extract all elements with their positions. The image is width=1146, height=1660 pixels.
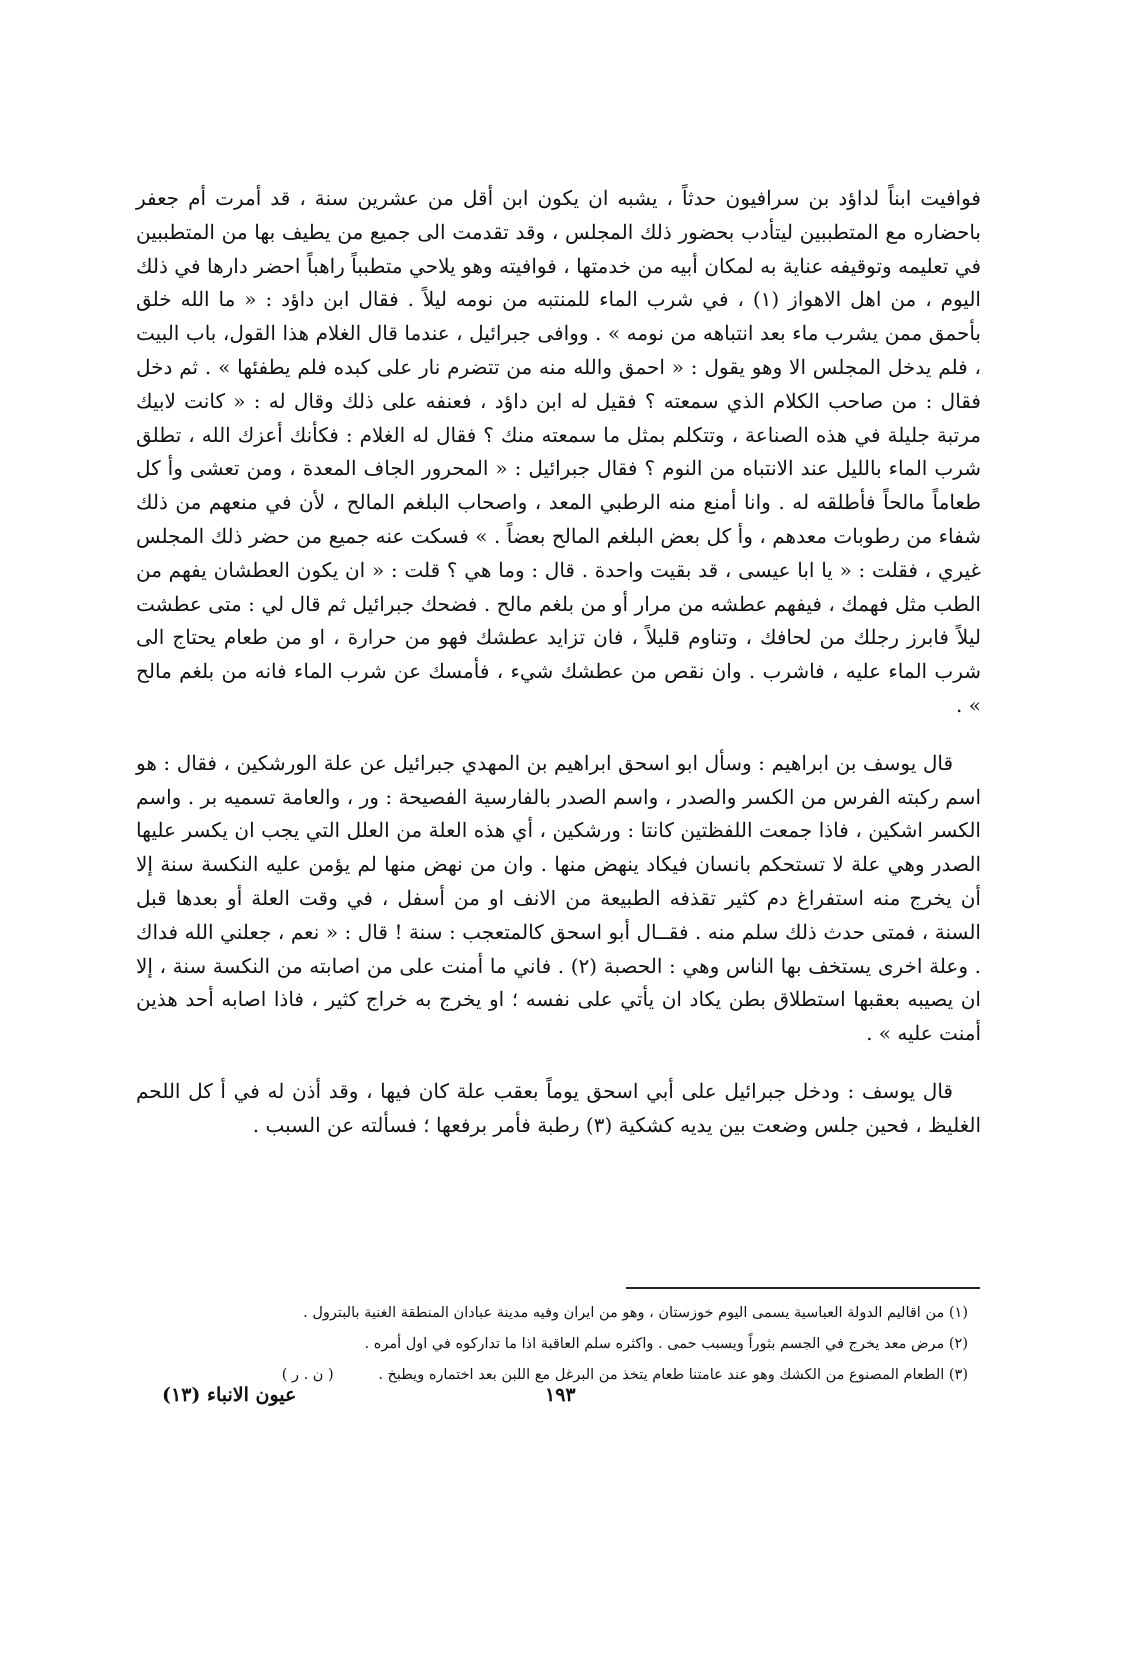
footnote-2: [168, 1329, 968, 1360]
footnote-1: [168, 1298, 968, 1329]
footnotes: [168, 1298, 968, 1391]
paragraph-3: قال يوسف : ودخل جبرائيل على أبي اسحق يوماً بعقب علة كان فيها ، وقد أذن له في أ كل اللحم الغليظ ، فحين جلس وضعت بين يديه كشكية (٣) رطبة فأمر برفعها ؛ فسألته عن السبب .: [136, 1078, 981, 1137]
page-number: ١٩٣: [545, 1384, 576, 1406]
footnote-divider: [626, 1287, 980, 1289]
paragraph-2: قال يوسف بن ابراهيم : وسأل ابو اسحق ابراهيم بن المهدي جبرائيل عن علة الورشكين ، فقال : هو اسم ركبته الفرس من الكسر والصدر ، واسم الصدر بالفارسية الفصيحة : ور ، والعامة تسميه بر . واسم الكسر اشكين ، فاذا جمعت اللفظتين كانتا : ورشكين ، أي هذه العلة من العلل التي يجب ان يكسر عليها الصدر وهي علة لا تستحكم بانسان فيكاد ينهض منها . وان من نهض منها لم يؤمن عليه النكسة سنة إلا أن يخرج منه استفراغ دم كثير تقذفه الطبيعة من الانف او من أسفل ، في وقت العلة أو بعدها قبل السنة ، فمتى حدث ذلك سلم منه . فقــال أبو اسحق كالمتعجب : سنة ! قال : « نعم ، جعلني الله فداك . وعلة اخرى يستخف بها الناس وهي : الحصبة (٢) . فاني ما أمنت على من اصابته من النكسة سنة ، إلا ان يصيبه بعقبها استطلاق بطن يكاد ان يأتي على نفسه ؛ او يخرج به خراج كثير ، فاذا اصابه أحد هذين أمنت عليه » .: [136, 750, 982, 1046]
footnote-1-text: (١) من اقاليم الدولة العباسية يسمى اليوم خوزستان ، وهو من ايران وفيه مدينة عبادان المنطقة الغنية بالبترول .: [303, 1305, 968, 1321]
main-text: [136, 182, 981, 1143]
footnote-3-text: (٣) الطعام المصنوع من الكشك وهو عند عامتنا طعام يتخذ من البرغل مع اللبن بعد اختماره ويطبخ .: [378, 1367, 968, 1383]
running-title: عيون الانباء (١٣): [162, 1384, 297, 1406]
paragraph-1: فوافيت ابناً لداؤد بن سرافيون حدثاً ، يشبه ان يكون ابن أقل من عشرين سنة ، قد أمرت أم جعفر باحضاره مع المتطببين ليتأدب بحضور ذلك المجلس ، وقد تقدمت الى جميع من يطيف بها من المتطببين في تعليمه وتوقيفه عناية به لمكان أبيه من خدمتها ، فوافيته وهو يلاحي متطبباً راهباً احضر دارها في ذلك اليوم ، من اهل الاهواز (١) ، في شرب الماء للمنتبه من نومه ليلاً . فقال ابن داؤد : « ما الله خلق بأحمق ممن يشرب ماء بعد انتباهه من نومه » . ووافى جبرائيل ، عندما قال الغلام هذا القول، باب البيت ، فلم يدخل المجلس الا وهو يقول : « احمق والله منه من تتضرم نار على كبده فلم يطفئها » . ثم دخل فقال : من صاحب الكلام الذي سمعته ؟ فقيل له ابن داؤد ، فعنفه على ذلك وقال له : « كانت لابيك مرتبة جليلة في هذه الصناعة ، وتتكلم بمثل ما سمعته منك ؟ فقال له الغلام : فكأنك أعزك الله ، تطلق شرب الماء بالليل عند الانتباه من النوم ؟ فقال جبرائيل : « المحرور الجاف المعدة ، ومن تعشى وأ كل طعاماً مالحاً فأطلقه له . وانا أمنع منه الرطبي المعد ، واصحاب البلغم المالح ، لأن في منعهم من ذلك شفاء من رطوبات معدهم ، وأ كل بعض البلغم المالح بعضاً . » فسكت عنه جميع من حضر ذلك المجلس غيري ، فقلت : « يا ابا عيسى ، قد بقيت واحدة . قال : وما هي ؟ قلت : « ان يكون العطشان يفهم من الطب مثل فهمك ، فيفهم عطشه من مرار أو من بلغم مالح . فضحك جبرائيل ثم قال لي : متى عطشت ليلاً فابرز رجلك من لحافك ، وتناوم قليلاً ، فان تزايد عطشك فهو من حرارة ، او من طعام يحتاج الى شرب الماء عليه ، فاشرب . وان نقص من عطشك شيء ، فأمسك عن شرب الماء فانه من بلغم مالح » .: [136, 186, 981, 717]
page-footer: [0, 1384, 1146, 1414]
footnote-2-text: (٢) مرض معد يخرج في الجسم بثوراً ويسبب حمى . واكثره سلم العاقبة اذا ما تداركوه في اول أمره .: [364, 1336, 968, 1352]
footnote-3-editor-tag: ( ن . ر ): [281, 1367, 334, 1383]
